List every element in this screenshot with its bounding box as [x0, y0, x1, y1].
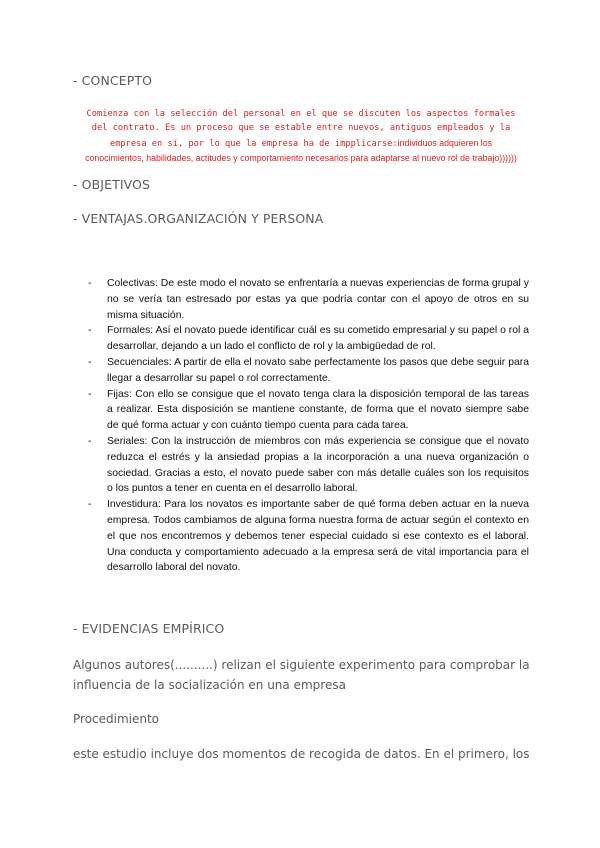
- concepto-text: [70, 108, 532, 165]
- list-item-text: Seriales: Con la instrucción de miembros con más experiencia se consigue que el novato reduzca el estrés y la ansiedad propias a la incorporación a una nueva organización o sociedad. Gracias a esto, el novato puede saber con más detalle cuáles son los requisitos o los puntos a tener en cuenta en el desarrollo laboral.: [107, 435, 529, 495]
- estudio-line: este estudio incluye dos momentos de recogida de datos. En el primero, los: [73, 747, 530, 761]
- concepto-line-4: conocimientos, habilidades, actitudes y comportamiento necesarios para adaptarse al nuevo rol de trabajo)))))): [85, 152, 517, 163]
- ventajas-list: [88, 276, 529, 576]
- heading-objetivos: - OBJETIVOS: [73, 177, 151, 192]
- list-item: - Fijas: Con ello se consigue que el novato tenga clara la disposición temporal de las tareas a realizar. Esta disposición se mantiene constante, de forma que el novato siempre sabe de qué forma actuar y con cuánto tiempo cuenta para cada tarea.: [88, 388, 529, 432]
- concepto-line-2: del contrato. Es un proceso que se estable entre nuevos, antiguos empleados y la: [91, 122, 511, 133]
- concepto-line-3-mono: empresa en sí, por lo que la empresa ha de impplicarse:: [109, 139, 398, 150]
- list-item: - Seriales: Con la instrucción de miembros con más experiencia se consigue que el novato reduzca el estrés y la ansiedad propias a la incorporación a una nueva organización o sociedad. Gracias a esto, el novato puede saber con más detalle cuáles son los requisitos o los puntos a tener en cuenta en el desarrollo laboral.: [88, 435, 529, 495]
- concepto-line-3-sans: individuos adquieren los: [397, 138, 493, 149]
- list-item-text: Secuenciales: A partir de ella el novato sabe perfectamente los pasos que debe seguir para llegar a desarrollar su papel o rol correctamente.: [107, 356, 529, 384]
- list-item-text: Colectivas: De este modo el novato se enfrentaría a nuevas experiencias de forma grupal y no se vería tan estresado por estas ya que podría contar con el apoyo de otros en su misma situación.: [107, 278, 529, 321]
- evidencias-intro-line-1: Algunos autores(..........) relizan el siguiente experimento para comprobar la: [73, 658, 530, 672]
- list-item: - Colectivas: De este modo el novato se enfrentaría a nuevas experiencias de forma grupal y no se vería tan estresado por estas ya que podría contar con el apoyo de otros en su misma situación.: [88, 278, 529, 321]
- heading-concepto: - CONCEPTO: [73, 73, 153, 88]
- list-item: - Secuenciales: A partir de ella el novato sabe perfectamente los pasos que debe seguir para llegar a desarrollar su papel o rol correctamente.: [88, 356, 529, 384]
- heading-ventajas: - VENTAJAS.ORGANIZACIÓN Y PERSONA: [73, 211, 324, 226]
- list-item: - Formales: Así el novato puede identificar cuál es su cometido empresarial y su papel o rol a desarrollar, dejando a un lado el conflicto de rol y la ambigüedad de rol.: [88, 325, 529, 353]
- list-item: - Investidura: Para los novatos es importante saber de qué forma deben actuar en la nueva empresa. Todos cambiamos de alguna forma nuestra forma de actuar según el contexto en el que nos encontremos y debemos tener especial cuidado si ese contexto es el laboral. Una conducta y comportamiento adecuado a la empresa será de vital importancia para el desarrollo laboral del novato.: [88, 499, 529, 574]
- list-item-text: Fijas: Con ello se consigue que el novato tenga clara la disposición temporal de las tareas a realizar. Esta disposición se mantiene constante, de forma que el novato siempre sabe de qué forma actuar y con cuánto tiempo cuenta para cada tarea.: [107, 388, 529, 432]
- concepto-line-3: [70, 135, 532, 152]
- heading-evidencias: - EVIDENCIAS EMPÍRICO: [73, 621, 225, 636]
- concepto-line-1: Comienza con la selección del personal en el que se discuten los aspectos formales: [86, 109, 516, 119]
- evidencias-intro-line-2: influencia de la socialización en una empresa: [73, 678, 346, 692]
- list-item-text: Investidura: Para los novatos es importante saber de qué forma deben actuar en la nueva empresa. Todos cambiamos de alguna forma nuestra forma de actuar según el contexto en el que nos encontremos y debemos tener especial cuidado si ese contexto es el laboral. Una conducta y comportamiento adecuado a la empresa será de vital importancia para el desarrollo laboral del novato.: [107, 499, 529, 574]
- procedimiento-label: Procedimiento: [73, 712, 160, 726]
- list-item-text: Formales: Así el novato puede identificar cuál es su cometido empresarial y su papel o rol a desarrollar, dejando a un lado el conflicto de rol y la ambigüedad de rol.: [107, 325, 529, 353]
